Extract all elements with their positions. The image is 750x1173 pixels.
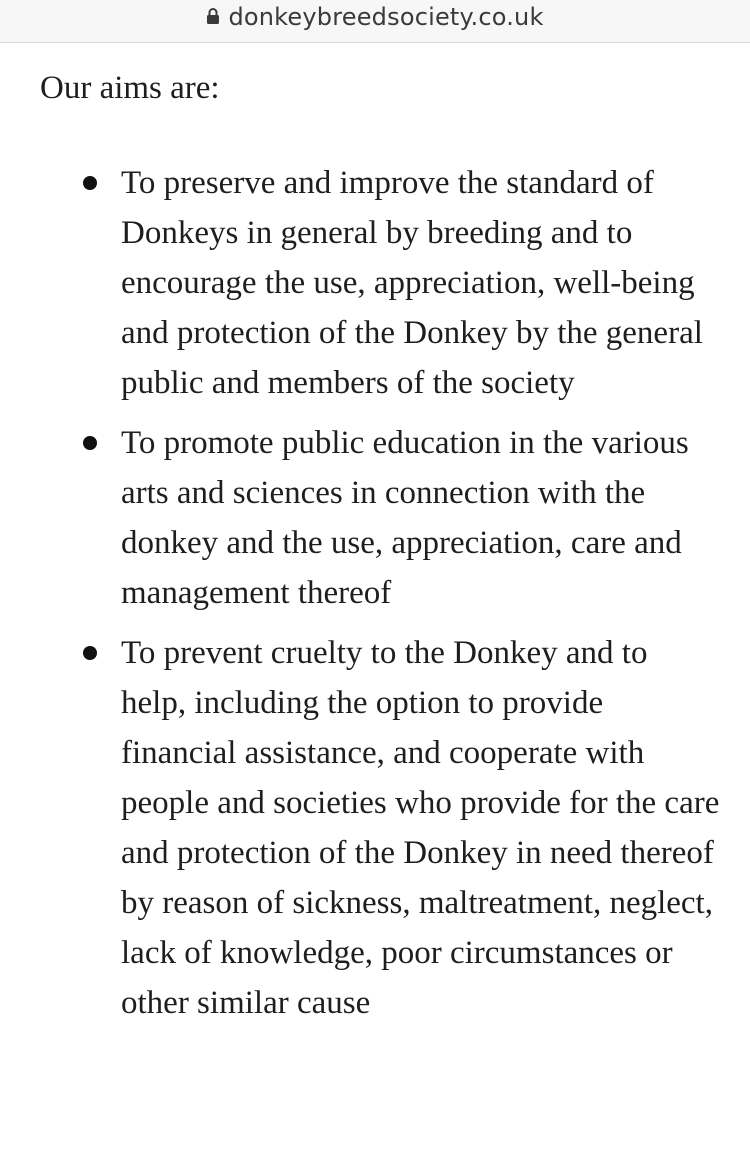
aim-text: To prevent cruelty to the Donkey and to help, including the option to provide financial assistance, and cooperate with people and societies who provide for the care and protection of the Donkey in need thereof by reason of sickness, maltreatment, neglect, lack of knowledge, poor circumstances or other similar cause xyxy=(121,635,720,1021)
aim-text: To preserve and improve the standard of Donkeys in general by breeding and to encourage the use, appreciation, well-being and protection of the Donkey by the general public and members of the society xyxy=(121,165,703,401)
list-item xyxy=(0,158,750,408)
bullet-icon xyxy=(83,646,97,660)
aims-list xyxy=(0,158,750,1038)
intro-text: Our aims are: xyxy=(40,70,220,106)
url-text: donkeybreedsociety.co.uk xyxy=(228,3,544,31)
address-bar[interactable] xyxy=(0,0,750,43)
bullet-icon xyxy=(83,176,97,190)
address-bar-content xyxy=(206,3,543,31)
lock-icon xyxy=(206,8,220,24)
bullet-icon xyxy=(83,436,97,450)
list-item xyxy=(0,628,750,1028)
list-item xyxy=(0,418,750,618)
aim-text: To promote public education in the various arts and sciences in connection with the donkey and the use, appreciation, care and management thereof xyxy=(121,425,689,611)
